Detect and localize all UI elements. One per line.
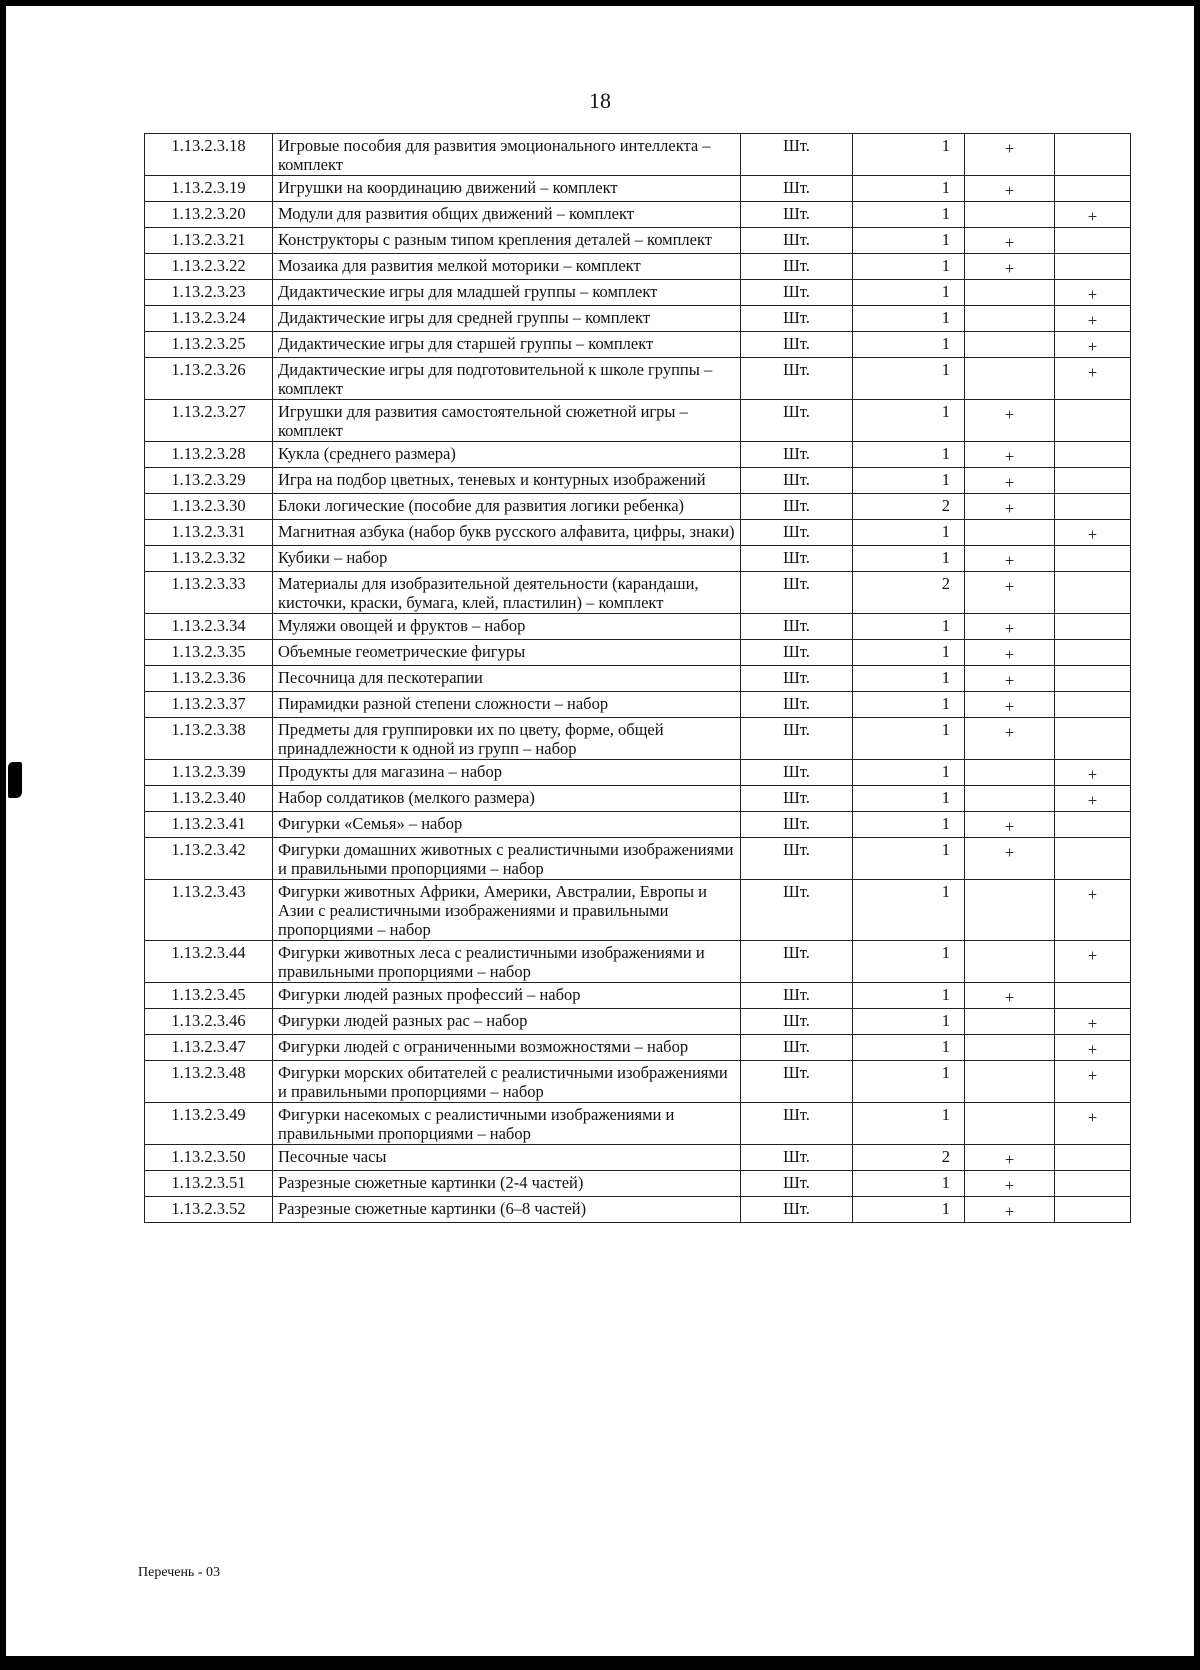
item-quantity-cell: 1 (853, 134, 965, 176)
item-mark-column-2-cell (1055, 614, 1131, 640)
item-name-cell: Фигурки насекомых с реалистичными изображениями и правильными пропорциями – набор (273, 1103, 741, 1145)
item-mark-column-2-cell (1055, 254, 1131, 280)
item-quantity-cell: 1 (853, 1103, 965, 1145)
item-quantity-cell: 1 (853, 838, 965, 880)
item-mark-column-2-cell: + (1055, 332, 1131, 358)
item-name-cell: Мозаика для развития мелкой моторики – комплект (273, 254, 741, 280)
item-mark-column-2-cell: + (1055, 1009, 1131, 1035)
item-code-cell: 1.13.2.3.41 (145, 812, 273, 838)
item-mark-column-1-cell: + (965, 640, 1055, 666)
item-mark-column-1-cell (965, 941, 1055, 983)
item-quantity-cell: 1 (853, 692, 965, 718)
item-mark-column-2-cell (1055, 400, 1131, 442)
table-row (145, 760, 1131, 786)
item-quantity-cell: 1 (853, 880, 965, 941)
item-quantity-cell: 2 (853, 494, 965, 520)
item-unit-cell: Шт. (741, 718, 853, 760)
item-code-cell: 1.13.2.3.33 (145, 572, 273, 614)
item-mark-column-2-cell (1055, 572, 1131, 614)
table-row (145, 614, 1131, 640)
item-mark-column-1-cell: + (965, 494, 1055, 520)
item-quantity-cell: 1 (853, 442, 965, 468)
item-mark-column-2-cell: + (1055, 520, 1131, 546)
table-row (145, 786, 1131, 812)
item-unit-cell: Шт. (741, 228, 853, 254)
item-name-cell: Песочница для пескотерапии (273, 666, 741, 692)
item-unit-cell: Шт. (741, 1009, 853, 1035)
item-quantity-cell: 1 (853, 202, 965, 228)
item-unit-cell: Шт. (741, 546, 853, 572)
item-code-cell: 1.13.2.3.34 (145, 614, 273, 640)
table-row (145, 941, 1131, 983)
item-name-cell: Объемные геометрические фигуры (273, 640, 741, 666)
item-mark-column-1-cell: + (965, 546, 1055, 572)
item-code-cell: 1.13.2.3.23 (145, 280, 273, 306)
item-quantity-cell: 1 (853, 1009, 965, 1035)
item-unit-cell: Шт. (741, 306, 853, 332)
item-name-cell: Игровые пособия для развития эмоционального интеллекта – комплект (273, 134, 741, 176)
table-row (145, 666, 1131, 692)
item-mark-column-2-cell (1055, 640, 1131, 666)
table-row (145, 838, 1131, 880)
item-mark-column-2-cell (1055, 228, 1131, 254)
item-quantity-cell: 1 (853, 1171, 965, 1197)
item-quantity-cell: 1 (853, 812, 965, 838)
item-code-cell: 1.13.2.3.29 (145, 468, 273, 494)
item-quantity-cell: 1 (853, 941, 965, 983)
item-unit-cell: Шт. (741, 983, 853, 1009)
item-code-cell: 1.13.2.3.20 (145, 202, 273, 228)
item-mark-column-1-cell (965, 1009, 1055, 1035)
table-row (145, 176, 1131, 202)
item-quantity-cell: 1 (853, 786, 965, 812)
item-mark-column-2-cell (1055, 176, 1131, 202)
item-mark-column-1-cell (965, 786, 1055, 812)
item-mark-column-1-cell: + (965, 983, 1055, 1009)
table-row (145, 254, 1131, 280)
item-code-cell: 1.13.2.3.22 (145, 254, 273, 280)
item-code-cell: 1.13.2.3.24 (145, 306, 273, 332)
item-code-cell: 1.13.2.3.25 (145, 332, 273, 358)
item-name-cell: Фигурки людей разных рас – набор (273, 1009, 741, 1035)
item-mark-column-2-cell: + (1055, 786, 1131, 812)
table-row (145, 1035, 1131, 1061)
item-quantity-cell: 1 (853, 400, 965, 442)
page-number: 18 (589, 88, 611, 113)
item-unit-cell: Шт. (741, 666, 853, 692)
item-mark-column-2-cell (1055, 494, 1131, 520)
item-unit-cell: Шт. (741, 786, 853, 812)
footer-document-name: Перечень - 03 (138, 1565, 220, 1580)
table-row (145, 468, 1131, 494)
item-code-cell: 1.13.2.3.36 (145, 666, 273, 692)
item-name-cell: Игрушки для развития самостоятельной сюжетной игры – комплект (273, 400, 741, 442)
item-mark-column-2-cell (1055, 546, 1131, 572)
item-name-cell: Фигурки «Семья» – набор (273, 812, 741, 838)
item-mark-column-2-cell: + (1055, 760, 1131, 786)
item-code-cell: 1.13.2.3.18 (145, 134, 273, 176)
table-row (145, 494, 1131, 520)
item-code-cell: 1.13.2.3.26 (145, 358, 273, 400)
item-code-cell: 1.13.2.3.46 (145, 1009, 273, 1035)
item-quantity-cell: 1 (853, 176, 965, 202)
item-mark-column-2-cell: + (1055, 358, 1131, 400)
item-unit-cell: Шт. (741, 760, 853, 786)
item-unit-cell: Шт. (741, 614, 853, 640)
item-code-cell: 1.13.2.3.49 (145, 1103, 273, 1145)
item-mark-column-2-cell (1055, 718, 1131, 760)
table-row (145, 692, 1131, 718)
item-code-cell: 1.13.2.3.39 (145, 760, 273, 786)
table-row (145, 332, 1131, 358)
item-code-cell: 1.13.2.3.52 (145, 1197, 273, 1223)
table-row (145, 572, 1131, 614)
item-name-cell: Конструкторы с разным типом крепления деталей – комплект (273, 228, 741, 254)
item-name-cell: Кубики – набор (273, 546, 741, 572)
table-row (145, 983, 1131, 1009)
item-unit-cell: Шт. (741, 176, 853, 202)
item-mark-column-2-cell (1055, 1197, 1131, 1223)
item-name-cell: Предметы для группировки их по цвету, форме, общей принадлежности к одной из групп – набор (273, 718, 741, 760)
item-quantity-cell: 1 (853, 760, 965, 786)
table-row (145, 546, 1131, 572)
item-name-cell: Блоки логические (пособие для развития логики ребенка) (273, 494, 741, 520)
item-name-cell: Кукла (среднего размера) (273, 442, 741, 468)
table-row (145, 1145, 1131, 1171)
item-mark-column-1-cell (965, 332, 1055, 358)
item-name-cell: Фигурки животных Африки, Америки, Австралии, Европы и Азии с реалистичными изображениями и правильными пропорциями – набор (273, 880, 741, 941)
table-row (145, 306, 1131, 332)
item-unit-cell: Шт. (741, 1103, 853, 1145)
item-unit-cell: Шт. (741, 520, 853, 546)
item-quantity-cell: 1 (853, 280, 965, 306)
item-mark-column-2-cell: + (1055, 202, 1131, 228)
item-mark-column-2-cell: + (1055, 941, 1131, 983)
item-quantity-cell: 1 (853, 614, 965, 640)
item-unit-cell: Шт. (741, 280, 853, 306)
item-name-cell: Дидактические игры для средней группы – комплект (273, 306, 741, 332)
item-name-cell: Дидактические игры для младшей группы – комплект (273, 280, 741, 306)
scan-margin-mark (8, 762, 22, 798)
item-unit-cell: Шт. (741, 838, 853, 880)
item-quantity-cell: 1 (853, 983, 965, 1009)
item-mark-column-1-cell: + (965, 442, 1055, 468)
item-name-cell: Продукты для магазина – набор (273, 760, 741, 786)
table-row (145, 1061, 1131, 1103)
item-unit-cell: Шт. (741, 572, 853, 614)
item-quantity-cell: 1 (853, 358, 965, 400)
item-name-cell: Фигурки животных леса с реалистичными изображениями и правильными пропорциями – набор (273, 941, 741, 983)
item-unit-cell: Шт. (741, 1197, 853, 1223)
item-mark-column-2-cell: + (1055, 306, 1131, 332)
table-row (145, 1171, 1131, 1197)
item-mark-column-2-cell (1055, 692, 1131, 718)
item-unit-cell: Шт. (741, 468, 853, 494)
item-mark-column-1-cell: + (965, 400, 1055, 442)
table-row (145, 640, 1131, 666)
item-quantity-cell: 1 (853, 718, 965, 760)
item-mark-column-1-cell (965, 280, 1055, 306)
table-row (145, 1103, 1131, 1145)
item-unit-cell: Шт. (741, 254, 853, 280)
item-name-cell: Дидактические игры для старшей группы – комплект (273, 332, 741, 358)
item-mark-column-1-cell: + (965, 812, 1055, 838)
item-name-cell: Разрезные сюжетные картинки (2-4 частей) (273, 1171, 741, 1197)
item-unit-cell: Шт. (741, 358, 853, 400)
item-mark-column-2-cell: + (1055, 1103, 1131, 1145)
table-row (145, 442, 1131, 468)
item-name-cell: Пирамидки разной степени сложности – набор (273, 692, 741, 718)
item-mark-column-2-cell (1055, 1171, 1131, 1197)
item-name-cell: Муляжи овощей и фруктов – набор (273, 614, 741, 640)
table-row (145, 1197, 1131, 1223)
item-mark-column-2-cell (1055, 666, 1131, 692)
item-name-cell: Магнитная азбука (набор букв русского алфавита, цифры, знаки) (273, 520, 741, 546)
item-mark-column-1-cell: + (965, 666, 1055, 692)
item-unit-cell: Шт. (741, 494, 853, 520)
item-mark-column-1-cell (965, 1061, 1055, 1103)
table-row (145, 202, 1131, 228)
table-row (145, 520, 1131, 546)
item-code-cell: 1.13.2.3.21 (145, 228, 273, 254)
item-name-cell: Фигурки людей разных профессий – набор (273, 983, 741, 1009)
item-mark-column-2-cell: + (1055, 280, 1131, 306)
table-row (145, 718, 1131, 760)
item-mark-column-1-cell: + (965, 134, 1055, 176)
item-unit-cell: Шт. (741, 1035, 853, 1061)
item-quantity-cell: 1 (853, 228, 965, 254)
item-quantity-cell: 1 (853, 254, 965, 280)
item-name-cell: Фигурки морских обитателей с реалистичными изображениями и правильными пропорциями – набор (273, 1061, 741, 1103)
item-code-cell: 1.13.2.3.32 (145, 546, 273, 572)
item-mark-column-1-cell: + (965, 228, 1055, 254)
item-mark-column-1-cell: + (965, 718, 1055, 760)
item-mark-column-2-cell (1055, 983, 1131, 1009)
item-mark-column-1-cell: + (965, 1171, 1055, 1197)
item-mark-column-2-cell: + (1055, 1061, 1131, 1103)
item-unit-cell: Шт. (741, 880, 853, 941)
item-name-cell: Песочные часы (273, 1145, 741, 1171)
item-unit-cell: Шт. (741, 1145, 853, 1171)
item-code-cell: 1.13.2.3.43 (145, 880, 273, 941)
item-mark-column-2-cell (1055, 812, 1131, 838)
item-code-cell: 1.13.2.3.19 (145, 176, 273, 202)
item-mark-column-1-cell: + (965, 838, 1055, 880)
table-row (145, 228, 1131, 254)
item-name-cell: Игра на подбор цветных, теневых и контурных изображений (273, 468, 741, 494)
item-mark-column-1-cell: + (965, 254, 1055, 280)
item-mark-column-2-cell (1055, 468, 1131, 494)
item-mark-column-1-cell: + (965, 572, 1055, 614)
table-row (145, 400, 1131, 442)
item-code-cell: 1.13.2.3.48 (145, 1061, 273, 1103)
item-mark-column-2-cell (1055, 838, 1131, 880)
item-name-cell: Разрезные сюжетные картинки (6–8 частей) (273, 1197, 741, 1223)
item-mark-column-1-cell: + (965, 468, 1055, 494)
item-mark-column-1-cell (965, 358, 1055, 400)
table-row (145, 134, 1131, 176)
item-mark-column-2-cell (1055, 134, 1131, 176)
table-row (145, 812, 1131, 838)
item-mark-column-1-cell: + (965, 1145, 1055, 1171)
item-code-cell: 1.13.2.3.42 (145, 838, 273, 880)
item-name-cell: Набор солдатиков (мелкого размера) (273, 786, 741, 812)
item-unit-cell: Шт. (741, 692, 853, 718)
item-name-cell: Фигурки домашних животных с реалистичными изображениями и правильными пропорциями – набор (273, 838, 741, 880)
item-unit-cell: Шт. (741, 442, 853, 468)
item-mark-column-1-cell: + (965, 614, 1055, 640)
item-mark-column-1-cell (965, 306, 1055, 332)
item-mark-column-1-cell (965, 760, 1055, 786)
item-quantity-cell: 1 (853, 666, 965, 692)
item-code-cell: 1.13.2.3.50 (145, 1145, 273, 1171)
item-quantity-cell: 1 (853, 306, 965, 332)
item-code-cell: 1.13.2.3.30 (145, 494, 273, 520)
item-unit-cell: Шт. (741, 400, 853, 442)
item-code-cell: 1.13.2.3.45 (145, 983, 273, 1009)
item-quantity-cell: 1 (853, 1035, 965, 1061)
equipment-table-body (145, 134, 1131, 1223)
item-code-cell: 1.13.2.3.37 (145, 692, 273, 718)
item-quantity-cell: 1 (853, 546, 965, 572)
item-mark-column-2-cell: + (1055, 1035, 1131, 1061)
item-quantity-cell: 1 (853, 520, 965, 546)
item-mark-column-1-cell (965, 520, 1055, 546)
item-name-cell: Дидактические игры для подготовительной к школе группы – комплект (273, 358, 741, 400)
item-name-cell: Модули для развития общих движений – комплект (273, 202, 741, 228)
item-mark-column-1-cell: + (965, 692, 1055, 718)
item-mark-column-1-cell (965, 1103, 1055, 1145)
table-row (145, 358, 1131, 400)
item-quantity-cell: 2 (853, 572, 965, 614)
item-mark-column-1-cell (965, 880, 1055, 941)
item-name-cell: Фигурки людей с ограниченными возможностями – набор (273, 1035, 741, 1061)
item-mark-column-2-cell (1055, 442, 1131, 468)
item-name-cell: Игрушки на координацию движений – комплект (273, 176, 741, 202)
item-quantity-cell: 2 (853, 1145, 965, 1171)
item-code-cell: 1.13.2.3.28 (145, 442, 273, 468)
item-mark-column-1-cell (965, 1035, 1055, 1061)
item-unit-cell: Шт. (741, 1061, 853, 1103)
item-quantity-cell: 1 (853, 468, 965, 494)
item-unit-cell: Шт. (741, 1171, 853, 1197)
equipment-table-container (144, 133, 1130, 1223)
item-unit-cell: Шт. (741, 332, 853, 358)
table-row (145, 280, 1131, 306)
table-row (145, 880, 1131, 941)
item-quantity-cell: 1 (853, 640, 965, 666)
item-quantity-cell: 1 (853, 1061, 965, 1103)
item-code-cell: 1.13.2.3.35 (145, 640, 273, 666)
item-code-cell: 1.13.2.3.51 (145, 1171, 273, 1197)
item-code-cell: 1.13.2.3.44 (145, 941, 273, 983)
item-mark-column-2-cell (1055, 1145, 1131, 1171)
item-unit-cell: Шт. (741, 640, 853, 666)
item-mark-column-1-cell: + (965, 1197, 1055, 1223)
item-name-cell: Материалы для изобразительной деятельности (карандаши, кисточки, краски, бумага, клей, пластилин) – комплект (273, 572, 741, 614)
item-code-cell: 1.13.2.3.27 (145, 400, 273, 442)
item-code-cell: 1.13.2.3.47 (145, 1035, 273, 1061)
item-quantity-cell: 1 (853, 1197, 965, 1223)
item-unit-cell: Шт. (741, 812, 853, 838)
item-mark-column-1-cell (965, 202, 1055, 228)
item-quantity-cell: 1 (853, 332, 965, 358)
item-code-cell: 1.13.2.3.38 (145, 718, 273, 760)
item-code-cell: 1.13.2.3.40 (145, 786, 273, 812)
equipment-table (144, 133, 1131, 1223)
item-unit-cell: Шт. (741, 134, 853, 176)
item-mark-column-1-cell: + (965, 176, 1055, 202)
item-unit-cell: Шт. (741, 941, 853, 983)
item-mark-column-2-cell: + (1055, 880, 1131, 941)
item-code-cell: 1.13.2.3.31 (145, 520, 273, 546)
item-unit-cell: Шт. (741, 202, 853, 228)
table-row (145, 1009, 1131, 1035)
